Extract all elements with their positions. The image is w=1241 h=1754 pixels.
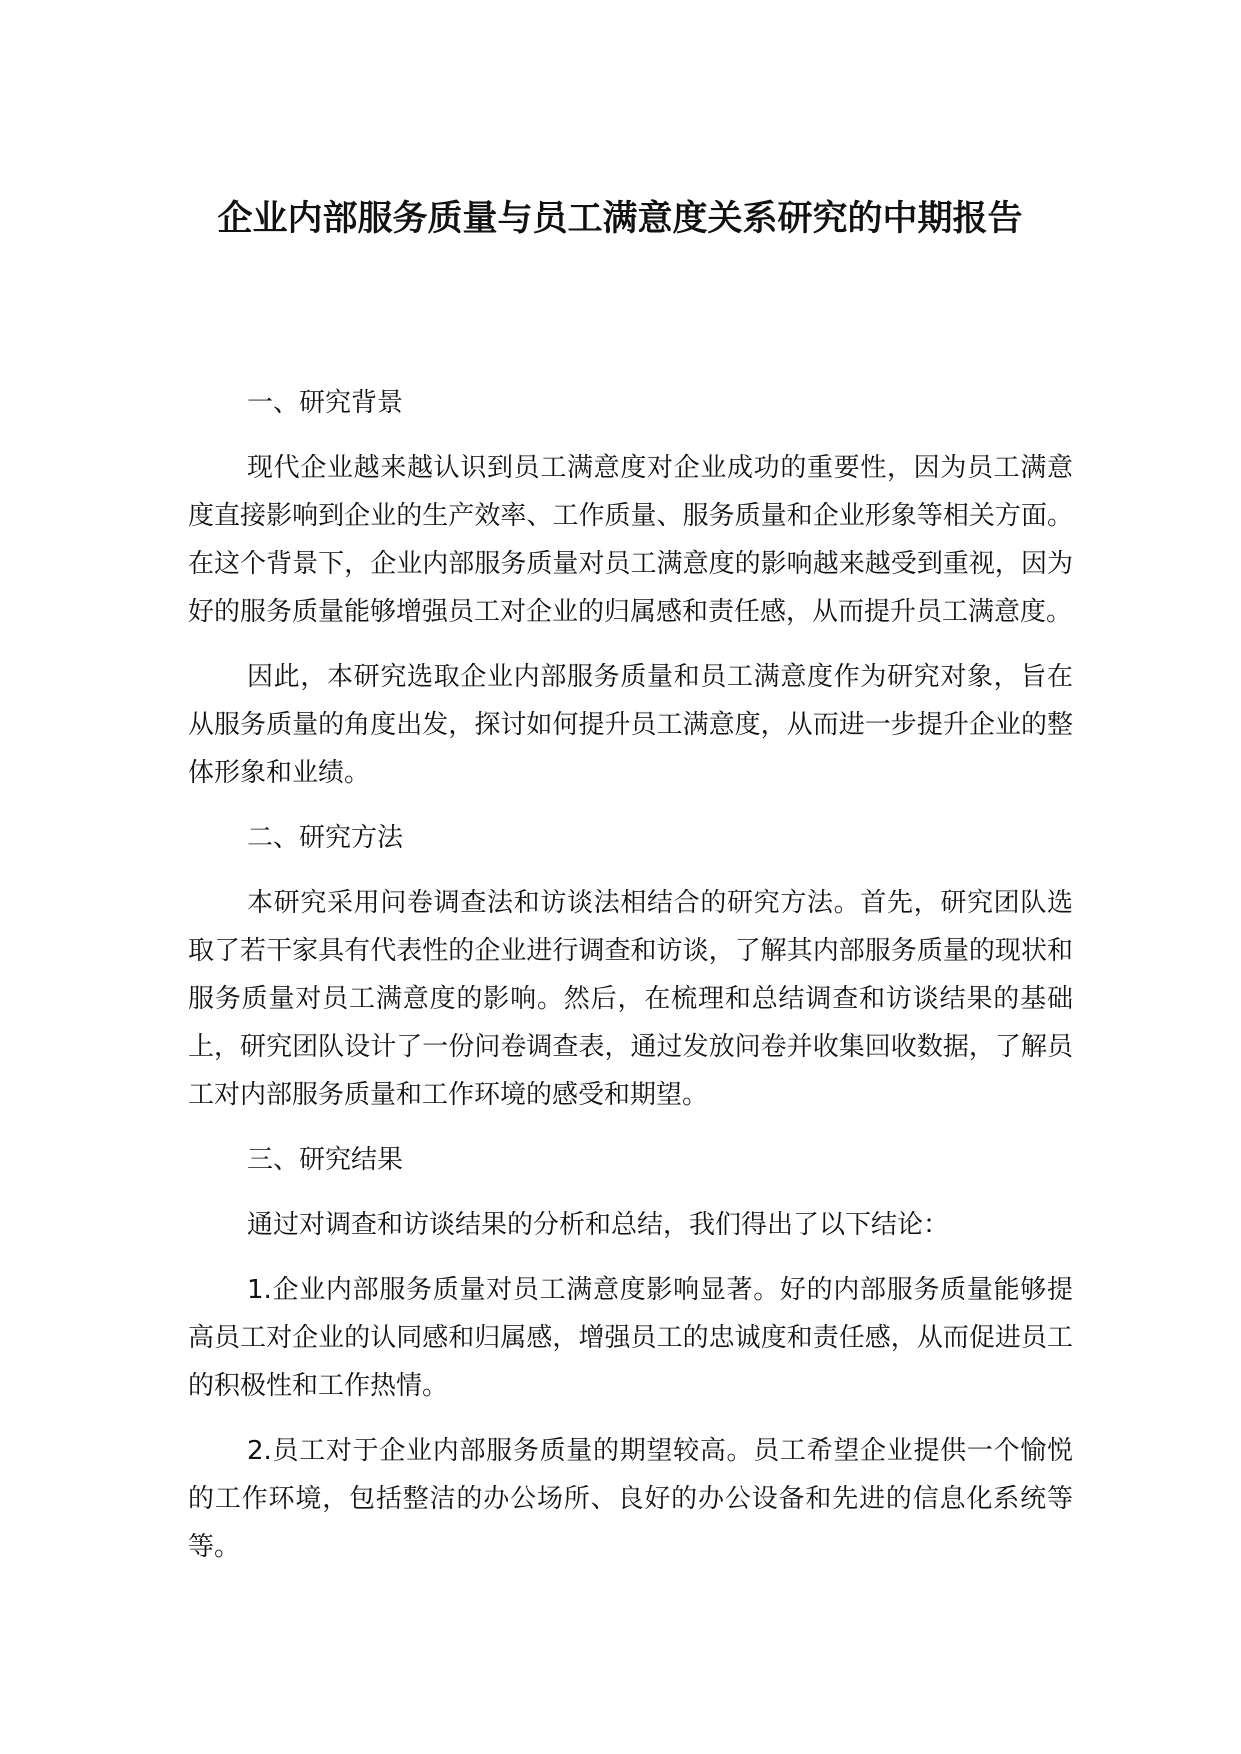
- document-title: 企业内部服务质量与员工满意度关系研究的中期报告: [217, 199, 1023, 239]
- section-heading: 一、研究背景: [247, 388, 404, 418]
- list-item: 1.企业内部服务质量对员工满意度影响显著。好的内部服务质量能够提高员工对企业的认同感和归属感，增强员工的忠诚度和责任感，从而促进员工的积极性和工作热情。: [188, 1275, 1073, 1401]
- paragraph: 现代企业越来越认识到员工满意度对企业成功的重要性，因为员工满意度直接影响到企业的生产效率、工作质量、服务质量和企业形象等相关方面。在这个背景下，企业内部服务质量对员工满意度的影响越来越受到重视，因为好的服务质量能够增强员工对企业的归属感和责任感，从而提升员工满意度。: [188, 453, 1073, 627]
- list-item: 2.员工对于企业内部服务质量的期望较高。员工希望企业提供一个愉悦的工作环境，包括整洁的办公场所、良好的办公设备和先进的信息化系统等等。: [188, 1436, 1073, 1562]
- section-heading: 二、研究方法: [247, 823, 404, 853]
- paragraph: 因此，本研究选取企业内部服务质量和员工满意度作为研究对象，旨在从服务质量的角度出发，探讨如何提升员工满意度，从而进一步提升企业的整体形象和业绩。: [188, 662, 1073, 788]
- section-results: [188, 1136, 1073, 1571]
- paragraph: 通过对调查和访谈结果的分析和总结，我们得出了以下结论：: [247, 1210, 950, 1240]
- section-method: [188, 814, 1073, 1119]
- section-background: [188, 379, 1073, 797]
- document-body: [188, 379, 1073, 1588]
- paragraph: 本研究采用问卷调查法和访谈法相结合的研究方法。首先，研究团队选取了若干家具有代表性的企业进行调查和访谈，了解其内部服务质量的现状和服务质量对员工满意度的影响。然后，在梳理和总结调查和访谈结果的基础上，研究团队设计了一份问卷调查表，通过发放问卷并收集回收数据，了解员工对内部服务质量和工作环境的感受和期望。: [188, 888, 1073, 1110]
- section-heading: 三、研究结果: [247, 1145, 404, 1175]
